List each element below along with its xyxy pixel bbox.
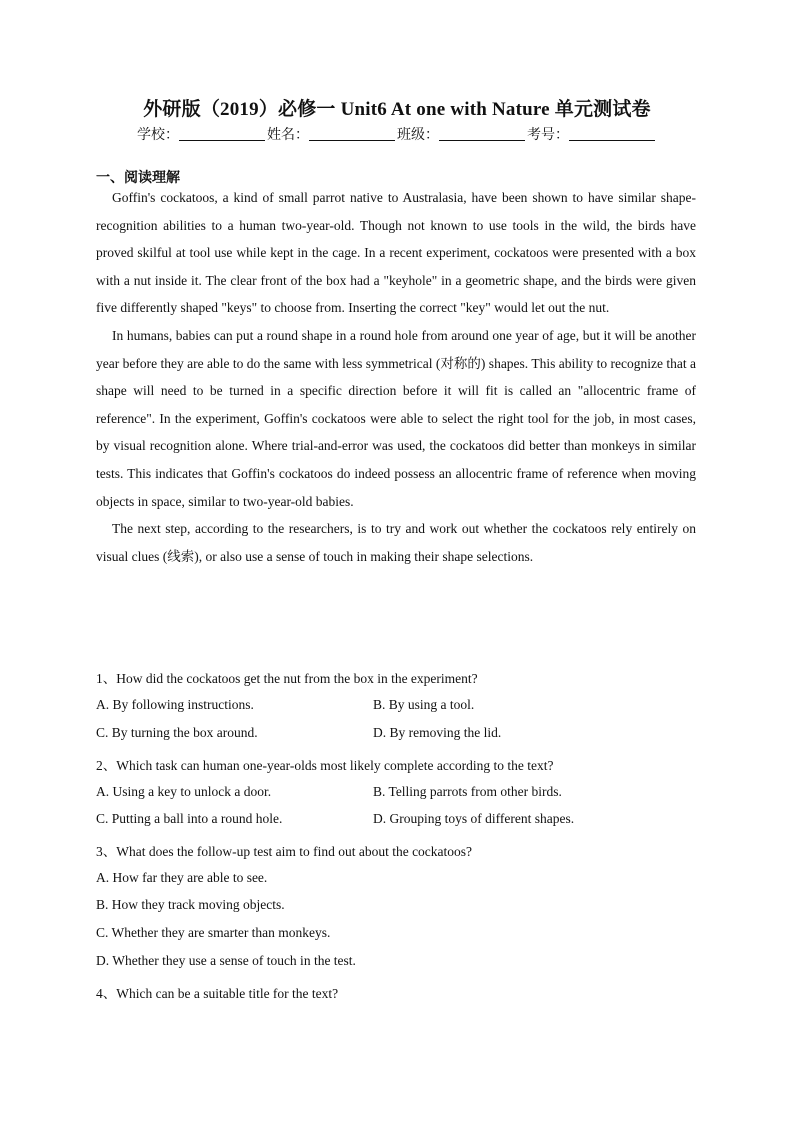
question-option: B. How they track moving objects. <box>96 897 285 912</box>
reading-passage <box>96 184 696 570</box>
question-option: B. Telling parrots from other birds. <box>373 784 562 799</box>
exam-title: 外研版（2019）必修一 Unit6 At one with Nature 单元测试卷 <box>143 99 651 120</box>
student-info-line <box>0 124 794 144</box>
passage-paragraph: The next step, according to the researchers, is to try and work out whether the cockatoos rely entirely on visual clues (线索), or also use a sense of touch in making their shape selections. <box>96 521 696 564</box>
question-option: C. Whether they are smarter than monkeys. <box>96 925 331 940</box>
question-stem: 2、Which task can human one-year-olds most likely complete according to the text? <box>96 758 554 773</box>
exam-number-blank <box>569 126 655 141</box>
question-stem: 1、How did the cockatoos get the nut from the box in the experiment? <box>96 671 478 686</box>
question-stem: 3、What does the follow-up test aim to find out about the cockatoos? <box>96 844 473 859</box>
school-blank <box>179 126 265 141</box>
class-blank <box>439 126 525 141</box>
question-option: B. By using a tool. <box>373 697 475 712</box>
question-option: D. Grouping toys of different shapes. <box>373 811 575 826</box>
question-option: A. Using a key to unlock a door. <box>96 784 272 799</box>
passage-paragraph: Goffin's cockatoos, a kind of small parrot native to Australasia, have been shown to have similar shape-recognition abilities to a human two-year-old. Though not known to use tools in the wild, the birds have proved skilful at tool use while kept in the cage. In a recent experiment, cockatoos were presented with a box with a nut inside it. The clear front of the box had a "keyhole" in a geometric shape, and the birds were given five differently shaped "keys" to choose from. Inserting the correct "key" would let out the nut. <box>96 190 696 316</box>
class-label: 班级： <box>397 127 439 143</box>
name-blank <box>309 126 395 141</box>
question-option: A. How far they are able to see. <box>96 870 268 885</box>
question-option: D. By removing the lid. <box>373 725 502 740</box>
question-option: A. By following instructions. <box>96 697 254 712</box>
school-label: 学校： <box>137 127 179 143</box>
question-option: C. By turning the box around. <box>96 725 258 740</box>
exam-number-label: 考号： <box>527 127 569 143</box>
question-stem: 4、Which can be a suitable title for the text? <box>96 986 339 1001</box>
section-heading: 一、阅读理解 <box>96 170 180 186</box>
name-label: 姓名： <box>267 127 309 143</box>
question-option: D. Whether they use a sense of touch in the test. <box>96 953 356 968</box>
passage-paragraph: In humans, babies can put a round shape in a round hole from around one year of age, but it will be another year before they are able to do the same with less symmetrical (对称的) shapes. This ability to recognize that a shape will need to be turned in a specific direction before it will fit is called an "allocentric frame of reference". In the experiment, Goffin's cockatoos were able to select the right tool for the job, in most cases, by visual recognition alone. Where trial-and-error was used, the cockatoos did better than monkeys in similar tests. This indicates that Goffin's cockatoos do indeed possess an allocentric frame of reference when moving objects in space, similar to two-year-old babies. <box>96 327 696 509</box>
question-option: C. Putting a ball into a round hole. <box>96 811 283 826</box>
